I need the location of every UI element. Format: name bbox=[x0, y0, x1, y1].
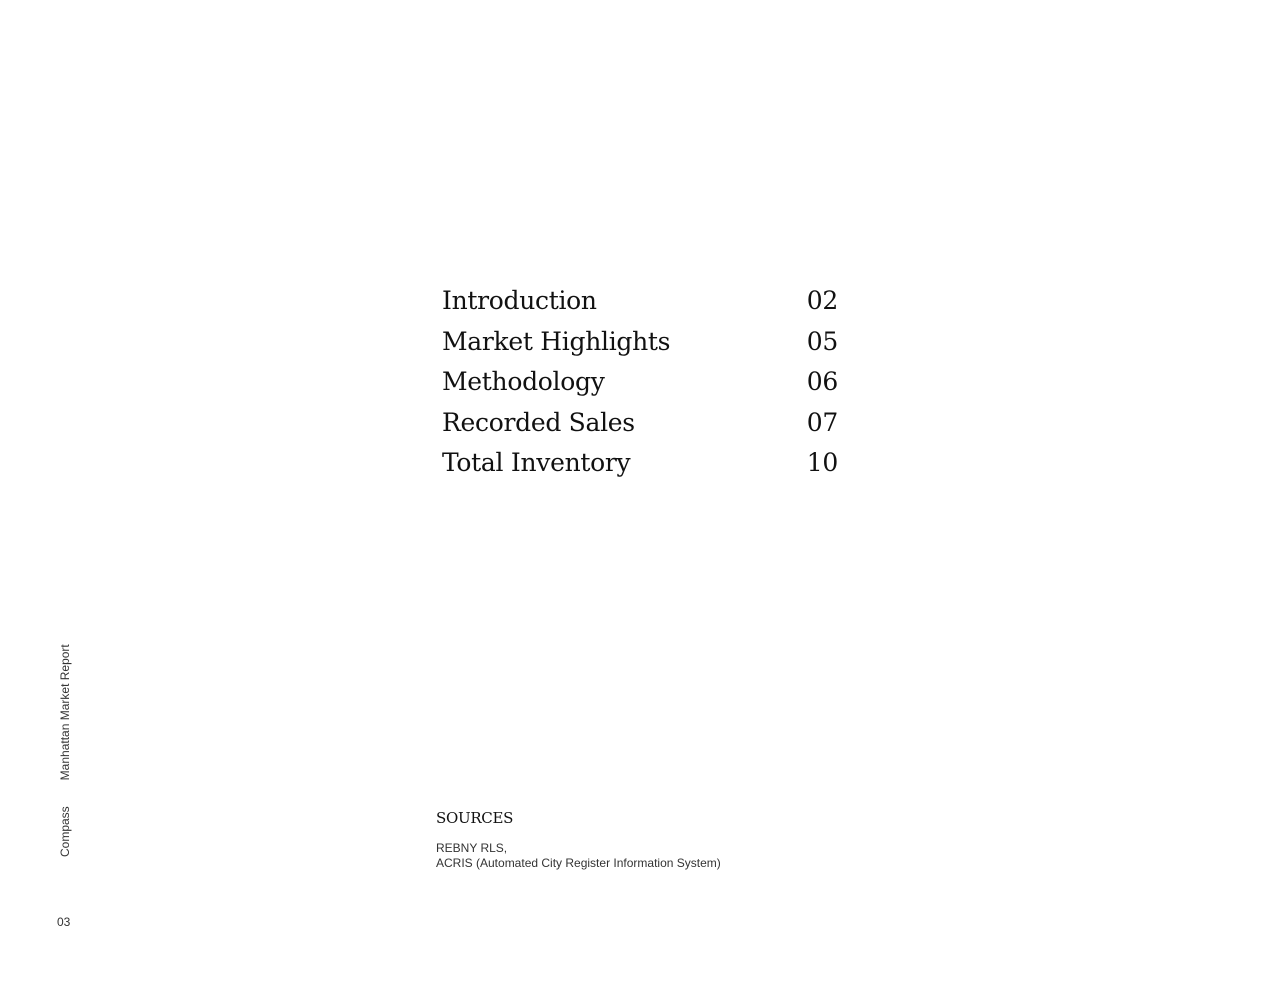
toc-item-introduction[interactable] bbox=[442, 286, 838, 327]
toc-item-methodology[interactable] bbox=[442, 367, 838, 408]
table-of-contents bbox=[442, 286, 838, 489]
report-title: Manhattan Market Report bbox=[58, 644, 72, 781]
toc-item-label: Methodology bbox=[442, 367, 605, 397]
toc-item-page-number: 06 bbox=[806, 367, 838, 397]
toc-item-label: Total Inventory bbox=[442, 448, 631, 478]
toc-item-page-number: 05 bbox=[806, 326, 838, 356]
source-item: ACRIS (Automated City Register Information System) bbox=[436, 856, 721, 870]
page-number: 03 bbox=[57, 915, 71, 929]
toc-item-market-highlights[interactable] bbox=[442, 327, 838, 368]
brand-name: Compass bbox=[58, 806, 72, 857]
toc-item-label: Recorded Sales bbox=[442, 407, 635, 437]
sources-heading: SOURCES bbox=[436, 809, 514, 827]
toc-item-page-number: 02 bbox=[806, 286, 838, 315]
toc-item-page-number: 10 bbox=[806, 448, 838, 478]
toc-item-recorded-sales[interactable] bbox=[442, 408, 838, 449]
sources-section bbox=[436, 809, 721, 871]
toc-item-page-number: 07 bbox=[806, 407, 838, 437]
toc-item-total-inventory[interactable] bbox=[442, 448, 838, 489]
toc-item-label: Market Highlights bbox=[442, 326, 671, 356]
vertical-report-label bbox=[58, 644, 72, 857]
toc-item-label: Introduction bbox=[442, 286, 597, 315]
source-item: REBNY RLS, bbox=[436, 841, 508, 855]
